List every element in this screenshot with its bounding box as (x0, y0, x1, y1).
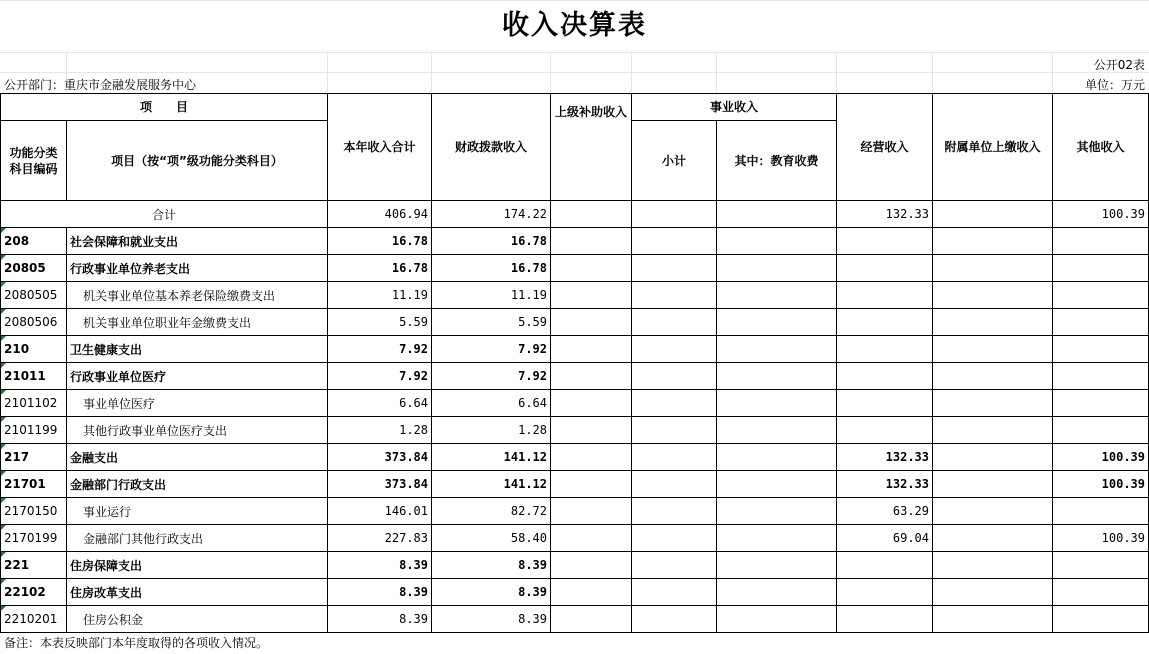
total-other-cell: 100.39 (1053, 201, 1149, 228)
header-operating: 经营收入 (837, 94, 933, 201)
row-total-income: 373.84 (328, 471, 432, 498)
row-operating: 69.04 (837, 525, 933, 552)
row-other (1053, 498, 1149, 525)
row-operating (837, 552, 933, 579)
row-name: 住房保障支出 (67, 552, 328, 579)
row-other: 100.39 (1053, 525, 1149, 552)
row-affiliated (933, 255, 1053, 282)
row-total-income: 5.59 (328, 309, 432, 336)
row-affiliated (933, 363, 1053, 390)
table-row (1, 606, 1149, 633)
row-subtotal (632, 309, 717, 336)
row-code: 221 (1, 552, 67, 579)
row-code: 22102 (1, 579, 67, 606)
row-code: 2101102 (1, 390, 67, 417)
row-affiliated (933, 579, 1053, 606)
row-superior (551, 498, 632, 525)
row-other: 100.39 (1053, 471, 1149, 498)
row-superior (551, 606, 632, 633)
row-name: 事业运行 (67, 498, 328, 525)
row-operating (837, 309, 933, 336)
table-row (1, 390, 1149, 417)
row-education (717, 525, 837, 552)
row-code: 210 (1, 336, 67, 363)
table-row (1, 552, 1149, 579)
table-row (1, 363, 1149, 390)
table-row (1, 228, 1149, 255)
row-affiliated (933, 606, 1053, 633)
table-body (1, 228, 1149, 633)
row-affiliated (933, 471, 1053, 498)
header-total-income: 本年收入合计 (328, 94, 432, 201)
total-subtotal-cell (632, 201, 717, 228)
row-fiscal: 5.59 (432, 309, 551, 336)
row-total-income: 373.84 (328, 444, 432, 471)
header-other: 其他收入 (1053, 94, 1149, 201)
unit-label: 单位：万元 (1084, 78, 1145, 92)
header-education-fee: 其中：教育收费 (717, 121, 837, 201)
row-affiliated (933, 282, 1053, 309)
table-row (1, 282, 1149, 309)
row-education (717, 552, 837, 579)
row-other (1053, 390, 1149, 417)
total-affiliated-cell (933, 201, 1053, 228)
row-superior (551, 363, 632, 390)
row-total-income: 7.92 (328, 336, 432, 363)
row-affiliated (933, 552, 1053, 579)
row-operating (837, 282, 933, 309)
header-fiscal: 财政拨款收入 (432, 94, 551, 201)
row-total-income: 146.01 (328, 498, 432, 525)
row-fiscal: 82.72 (432, 498, 551, 525)
page-title: 收入决算表 (502, 10, 647, 41)
row-code: 2170199 (1, 525, 67, 552)
row-other (1053, 309, 1149, 336)
total-superior-cell (551, 201, 632, 228)
row-operating: 132.33 (837, 444, 933, 471)
row-name: 金融支出 (67, 444, 328, 471)
row-total-income: 8.39 (328, 552, 432, 579)
row-affiliated (933, 228, 1053, 255)
row-name: 行政事业单位养老支出 (67, 255, 328, 282)
row-total-income: 16.78 (328, 255, 432, 282)
total-income-cell: 406.94 (328, 201, 432, 228)
header-func-name: 项目（按“项”级功能分类科目） (67, 121, 328, 201)
header-superior-subsidy: 上级补助收入 (551, 94, 632, 201)
header-business-income: 事业收入 (632, 94, 837, 121)
row-affiliated (933, 444, 1053, 471)
row-operating (837, 255, 933, 282)
row-other (1053, 363, 1149, 390)
row-other (1053, 336, 1149, 363)
row-education (717, 336, 837, 363)
row-name: 住房改革支出 (67, 579, 328, 606)
row-operating: 63.29 (837, 498, 933, 525)
row-superior (551, 390, 632, 417)
row-education (717, 471, 837, 498)
row-subtotal (632, 255, 717, 282)
row-code: 21701 (1, 471, 67, 498)
row-code: 2210201 (1, 606, 67, 633)
row-affiliated (933, 390, 1053, 417)
row-code: 2170150 (1, 498, 67, 525)
row-subtotal (632, 282, 717, 309)
row-total-income: 11.19 (328, 282, 432, 309)
total-label: 合计 (1, 201, 328, 228)
row-total-income: 7.92 (328, 363, 432, 390)
row-subtotal (632, 579, 717, 606)
row-total-income: 6.64 (328, 390, 432, 417)
row-name: 卫生健康支出 (67, 336, 328, 363)
header-project: 项 目 (1, 94, 328, 121)
header-func-code: 功能分类科目编码 (1, 121, 67, 201)
row-operating (837, 228, 933, 255)
row-subtotal (632, 390, 717, 417)
row-name: 社会保障和就业支出 (67, 228, 328, 255)
row-fiscal: 141.12 (432, 471, 551, 498)
row-superior (551, 309, 632, 336)
row-education (717, 498, 837, 525)
row-code: 2101199 (1, 417, 67, 444)
row-operating (837, 579, 933, 606)
row-other: 100.39 (1053, 444, 1149, 471)
row-superior (551, 525, 632, 552)
row-total-income: 8.39 (328, 606, 432, 633)
row-fiscal: 141.12 (432, 444, 551, 471)
table-row (1, 525, 1149, 552)
row-fiscal: 11.19 (432, 282, 551, 309)
row-other (1053, 282, 1149, 309)
row-name: 机关事业单位基本养老保险缴费支出 (67, 282, 328, 309)
row-affiliated (933, 336, 1053, 363)
row-other (1053, 228, 1149, 255)
header-affiliated: 附属单位上缴收入 (933, 94, 1053, 201)
row-code: 21011 (1, 363, 67, 390)
table-row (1, 255, 1149, 282)
row-code: 217 (1, 444, 67, 471)
row-name: 事业单位医疗 (67, 390, 328, 417)
row-fiscal: 8.39 (432, 606, 551, 633)
row-name: 金融部门行政支出 (67, 471, 328, 498)
total-row (1, 201, 1149, 228)
row-affiliated (933, 525, 1053, 552)
department-label: 公开部门：重庆市金融发展服务中心 (4, 78, 197, 92)
row-fiscal: 6.64 (432, 390, 551, 417)
table-row (1, 336, 1149, 363)
table-row (1, 471, 1149, 498)
form-code: 公开02表 (1093, 58, 1145, 72)
row-code: 20805 (1, 255, 67, 282)
table-row (1, 444, 1149, 471)
row-fiscal: 1.28 (432, 417, 551, 444)
row-code: 2080506 (1, 309, 67, 336)
total-education-cell (717, 201, 837, 228)
row-name: 住房公积金 (67, 606, 328, 633)
row-superior (551, 471, 632, 498)
row-education (717, 444, 837, 471)
row-fiscal: 8.39 (432, 552, 551, 579)
row-subtotal (632, 498, 717, 525)
row-subtotal (632, 606, 717, 633)
row-subtotal (632, 336, 717, 363)
row-affiliated (933, 309, 1053, 336)
row-operating (837, 336, 933, 363)
row-other (1053, 255, 1149, 282)
row-education (717, 363, 837, 390)
row-education (717, 309, 837, 336)
row-education (717, 282, 837, 309)
row-fiscal: 7.92 (432, 336, 551, 363)
row-education (717, 417, 837, 444)
row-subtotal (632, 228, 717, 255)
row-other (1053, 579, 1149, 606)
row-operating (837, 606, 933, 633)
row-education (717, 390, 837, 417)
row-superior (551, 444, 632, 471)
total-fiscal-cell: 174.22 (432, 201, 551, 228)
row-total-income: 8.39 (328, 579, 432, 606)
row-operating (837, 417, 933, 444)
row-total-income: 16.78 (328, 228, 432, 255)
row-other (1053, 417, 1149, 444)
table-row (1, 309, 1149, 336)
row-other (1053, 606, 1149, 633)
income-table (0, 93, 1149, 633)
row-education (717, 579, 837, 606)
row-superior (551, 579, 632, 606)
row-superior (551, 336, 632, 363)
row-name: 其他行政事业单位医疗支出 (67, 417, 328, 444)
row-name: 金融部门其他行政支出 (67, 525, 328, 552)
row-education (717, 255, 837, 282)
row-education (717, 228, 837, 255)
row-code: 208 (1, 228, 67, 255)
row-affiliated (933, 498, 1053, 525)
footnote: 备注：本表反映部门本年度取得的各项收入情况。 (4, 636, 269, 650)
row-superior (551, 255, 632, 282)
row-fiscal: 58.40 (432, 525, 551, 552)
row-subtotal (632, 417, 717, 444)
row-total-income: 227.83 (328, 525, 432, 552)
row-fiscal: 16.78 (432, 228, 551, 255)
row-fiscal: 7.92 (432, 363, 551, 390)
row-operating (837, 390, 933, 417)
row-subtotal (632, 552, 717, 579)
row-name: 机关事业单位职业年金缴费支出 (67, 309, 328, 336)
row-superior (551, 228, 632, 255)
row-fiscal: 16.78 (432, 255, 551, 282)
table-row (1, 579, 1149, 606)
row-total-income: 1.28 (328, 417, 432, 444)
row-subtotal (632, 471, 717, 498)
row-code: 2080505 (1, 282, 67, 309)
row-fiscal: 8.39 (432, 579, 551, 606)
row-other (1053, 552, 1149, 579)
table-row (1, 417, 1149, 444)
row-operating (837, 363, 933, 390)
row-subtotal (632, 525, 717, 552)
row-name: 行政事业单位医疗 (67, 363, 328, 390)
row-subtotal (632, 444, 717, 471)
row-operating: 132.33 (837, 471, 933, 498)
row-education (717, 606, 837, 633)
table-row (1, 498, 1149, 525)
row-superior (551, 552, 632, 579)
row-superior (551, 417, 632, 444)
row-affiliated (933, 417, 1053, 444)
row-superior (551, 282, 632, 309)
total-operating-cell: 132.33 (837, 201, 933, 228)
header-subtotal: 小计 (632, 121, 717, 201)
row-subtotal (632, 363, 717, 390)
